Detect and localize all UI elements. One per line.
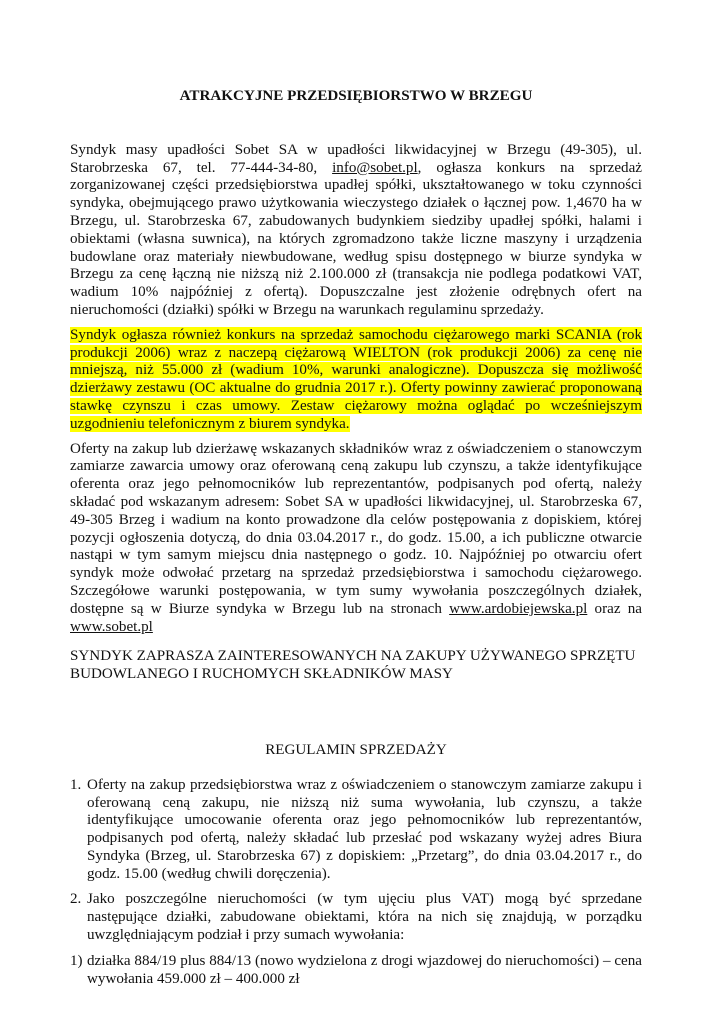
paragraph-text: Syndyk masy upadłości Sobet SA w upadłości likwidacyjnej w Brzegu (49-305), ul. Starobrzeska 67, tel. 77-444-34-80, — [70, 141, 642, 176]
sub-list-item-text: działka 884/19 plus 884/13 (nowo wydzielona z drogi wjazdowej do nieruchomości) – cena wywołania 459.000 zł – 400.000 zł — [87, 952, 642, 987]
paragraph-text: , ogłasza konkurs na sprzedaż zorganizowanej części przedsiębiorstwa upadłej spółki, ukształtowanego w toku czynności syndyka, obejmującego prawo użytkowania wieczystego działek o łącznej pow. 1,4670 ha w Brzegu, ul. Starobrzeska 67, zabudowanych budynkiem siedziby upadłej spółki, halami i obiektami (własna suwnica), na których zgromadzono także liczne maszyny i urządzenia budowlane oraz materiały niewbudowane, według spisu dostępnego w biurze syndyka w Brzegu za cenę łączną nie niższą niż 2.100.000 zł (transakcja nie podlega podatkowi VAT, wadium 10% najpóźniej z ofertą). Dopuszczalne jest złożenie odrębnych ofert na nieruchomości (działki) spółki w Brzegu na warunkach regulaminu sprzedaży. — [70, 159, 642, 318]
list-item-text: Jako poszczególne nieruchomości (w tym ujęciu plus VAT) mogą być sprzedane następujące działki, zabudowane obiektami, która na nich się znajdują, w porządku uwzględniającym podział i przy sumach wywołania: — [87, 891, 642, 944]
regulamin-title: REGULAMIN SPRZEDAŻY — [265, 741, 447, 758]
email-link[interactable]: info@sobet.pl — [332, 159, 418, 176]
paragraph-text: Oferty na zakup lub dzierżawę wskazanych składników wraz z oświadczeniem o stanowczym zamiarze zawarcia umowy oraz oferowaną ceną zakupu lub czynszu, a także identyfikujące oferenta oraz jego pełnomocników lub reprezentantów, podpisanych pod ofertą, należy składać pod wskazanym adresem: Sobet SA w upadłości likwidacyjnej, ul. Starobrzeska 67, 49-305 Brzeg i wadium na konto prowadzone dla celów postępowania z dopiskiem, której pozycji ogłoszenia dotyczą, do dnia 03.04.2017 r., do godz. 15.00, a ich publiczne otwarcie nastąpi w tym samym miejscu dnia następnego o godz. 10. Najpóźniej po otwarciu ofert syndyk może odwołać przetarg na sprzedaż przedsiębiorstwa i samochodu ciężarowego. Szczegółowe warunki postępowania, w tym sumy wywołania poszczególnych działek, dostępne są w Biurze syndyka w Brzegu lub na stronach — [70, 440, 642, 617]
highlighted-text: Syndyk ogłasza również konkurs na sprzedaż samochodu ciężarowego marki SCANIA (rok produkcji 2006) wraz z naczepą ciężarową WIELTON (rok produkcji 2006) za cenę nie mniejszą, niż 55.000 zł (wadium 10%, warunki analogiczne). Dopuszcza się możliwość dzierżawy zestawu (OC aktualne do grudnia 2017 r.). Oferty powinny zawierać proponowaną stawkę czynszu i czas umowy. Zestaw ciężarowy można oglądać po wcześniejszym uzgodnieniu telefonicznym z biurem syndyka. — [70, 326, 642, 432]
sub-list-item — [70, 953, 642, 989]
website-link-sobet[interactable]: www.sobet.pl — [70, 618, 153, 635]
list-item-text: Oferty na zakup przedsiębiorstwa wraz z oświadczeniem o stanowczym zamiarze zakupu i oferowaną ceną zakupu, nie niższą niż suma wywołania, lub czynszu, a także identyfikujące umocowanie oferenta oraz jego pełnomocników lub reprezentantów, podpisanych pod ofertą, należy składać lub przesłać pod wskazany wyżej adres Biura Syndyka (Brzeg, ul. Starobrzeska 67) z dopiskiem: „Przetarg”, do dnia 03.04.2017 r., do godz. 15.00 (według chwili doręczenia). — [87, 776, 642, 882]
document-body — [70, 88, 642, 988]
list-item-number: 1. — [70, 776, 82, 793]
list-item — [70, 777, 642, 884]
paragraph-offer-conditions — [70, 441, 642, 637]
paragraph-text: oraz na — [587, 600, 642, 617]
list-item-number: 2. — [70, 891, 82, 908]
list-item — [70, 891, 642, 944]
paragraph-sale-announcement — [70, 142, 642, 320]
website-link-ardobiejewska[interactable]: www.ardobiejewska.pl — [449, 600, 588, 617]
invitation-text: SYNDYK ZAPRASZA ZAINTERESOWANYCH NA ZAKUPY UŻYWANEGO SPRZĘTU BUDOWLANEGO I RUCHOMYCH SKŁADNIKÓW MASY — [70, 648, 636, 683]
document-title: ATRAKCYJNE PRZEDSIĘBIORSTWO W BRZEGU — [179, 88, 533, 104]
sub-list-item-number: 1) — [70, 952, 83, 969]
paragraph-truck-sale — [70, 327, 642, 434]
